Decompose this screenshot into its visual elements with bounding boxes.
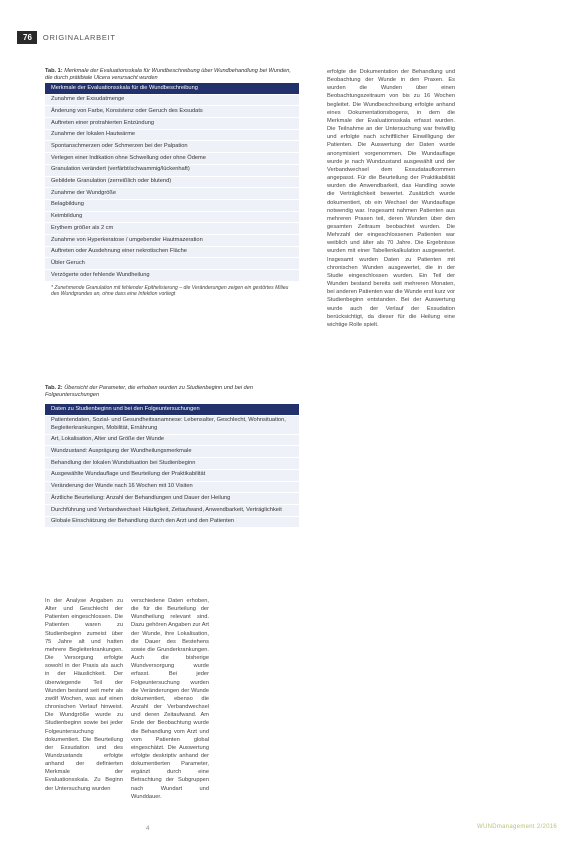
text-column-right: erfolgte die Dokumentation der Behandlung und Beobachtung der Wunde in den Praxen. Es wurden die Wunden über einen Beobachtungszeitraum von bis zu 16 Wochen begleitet. Die Wundbeschreibung erfolgte anhand eines Dokumentationsbogens, in dem die Merkmale der Evaluationsskala erfasst wurden. Die Teilnahme an der Untersuchung war freiwillig und erfolgte nach schriftlicher Einwilligung der Patienten. Die Auswertung der Daten wurde anonymisiert vorgenommen. Die Wundauflage wurde je nach Wundzustand ausgewählt und der Verbandwechsel dem Exsudataufkommen angepasst. Für die Beurteilung der Praktikabilität wurden die Anwendbarkeit, das Handling sowie die Verträglichkeit bewertet. Zusätzlich wurde dokumentiert, ob ein Wechsel der Wundauflage notwendig war. Insgesamt nahmen Patienten aus mehreren Praxen teil, deren Wunden über den gesamten Zeitraum beobachtet wurden. Die Mehrzahl der eingeschlossenen Patienten war weiblich und älter als 70 Jahre. Die Ergebnisse wurden mit einer Tabellenkalkulation ausgewertet. Insgesamt wurden Daten zu Patienten mit chronischen Wunden ausgewertet, die in der Studie eingeschlossen wurden. Ein Teil der Wunden bestand bereits seit mehreren Monaten, bei anderen Patienten war die Wunde erst kurz vor Studienbeginn entstanden. Bei der Auswertung wurde auch der Verlauf der Exsudation berücksichtigt, da dieser für die Heilung eine wichtige Rolle spielt. xyxy=(327,69,455,328)
table1-header: Merkmale der Evaluationsskala für die Wundbeschreibung xyxy=(45,83,299,95)
table2-row: Behandlung der lokalen Wundsituation bei Studienbeginn xyxy=(45,458,299,470)
table2-row: Durchführung und Verbandwechsel: Häufigkeit, Zeitaufwand, Anwendbarkeit, Verträglichkeit xyxy=(45,505,299,517)
table2-row: Globale Einschätzung der Behandlung durch den Arzt und den Patienten xyxy=(45,517,299,529)
table1-row: Spontanschmerzen oder Schmerzen bei der Palpation xyxy=(45,141,299,153)
text-column-middle: verschiedene Daten erhoben, die für die Beurteilung der Wundheilung relevant sind. Dazu gehören Angaben zur Art der Wunde, ihre Lokalisation, die Dauer des Bestehens sowie die Grunderkrankungen. Auch die bisherige Wundversorgung wurde erfasst. Bei jeder Folgeuntersuchung wurden die Veränderungen der Wunde dokumentiert, ebenso die Anzahl der Verbandwechsel und deren Zeitaufwand. Am Ende der Beobachtung wurde die Behandlung vom Arzt und vom Patienten global eingeschätzt. Die Auswertung erfolgte deskriptiv anhand der dokumentierten Parameter, ergänzt durch eine Betrachtung der Subgruppen nach Wundart und Wunddauer. xyxy=(131,598,209,800)
table1-row: Auftreten oder Ausdehnung einer nekrotischen Fläche xyxy=(45,247,299,259)
table2-header: Daten zu Studienbeginn und bei den Folgeuntersuchungen xyxy=(45,404,299,416)
table1-row: Gebildete Granulation (zerreißlich oder blutend) xyxy=(45,177,299,189)
table1-row: Auftreten einer protrahierten Entzündung xyxy=(45,118,299,130)
table1-row: Zunahme der Wundgröße xyxy=(45,188,299,200)
table1-row: Keimbildung xyxy=(45,212,299,224)
table1-row: Zunahme der Exsudatmenge xyxy=(45,95,299,107)
table2-caption xyxy=(45,385,299,399)
table1-row: Zunahme von Hyperkeratose / umgebender Hautmazeration xyxy=(45,235,299,247)
section-label: ORIGINALARBEIT xyxy=(42,33,116,42)
footer-mark: 4 xyxy=(146,826,150,832)
table2-row: Veränderung der Wunde nach 16 Wochen mit 10 Visiten xyxy=(45,482,299,494)
footer-journal: WUNDmanagement 2/2016 xyxy=(476,824,557,830)
page-header xyxy=(17,31,116,44)
table2-row: Wundzustand: Ausprägung der Wundheilungsmerkmale xyxy=(45,446,299,458)
table2-caption-text: Übersicht der Parameter, die erhoben wurden zu Studienbeginn und bei den Folgeuntersuchungen xyxy=(45,385,253,399)
table2-row: Ausgewählte Wundauflage und Beurteilung der Praktikabilität xyxy=(45,470,299,482)
table1-row: Verlegen einer Indikation ohne Schwellung oder ohne Ödeme xyxy=(45,153,299,165)
text-column-left: In der Analyse Angaben zu Alter und Geschlecht der Patienten eingeschlossen. Die Patienten waren zu Studienbeginn zumeist über 75 Jahre alt und hatten mehrere Begleiterkrankungen. Die Versorgung erfolgte sowohl in der Praxis als auch in der Häuslichkeit. Der überwiegende Teil der Wunden bestand seit mehr als zwölf Wochen, was auf einen chronischen Verlauf hinweist. Die Wundgröße wurde zu Studienbeginn sowie bei jeder Folgeuntersuchung dokumentiert. Die Beurteilung der Exsudation und des Wundzustands erfolgte anhand der definierten Merkmale der Evaluationsskala. Zu Beginn der Untersuchung wurden xyxy=(45,598,123,792)
table1-caption xyxy=(45,68,299,82)
table1 xyxy=(45,83,299,298)
table2-row: Art, Lokalisation, Alter und Größe der Wunde xyxy=(45,435,299,447)
table2-row: Patientendaten, Sozial- und Gesundheitsanamnese: Lebensalter, Geschlecht, Wohnsituation, Begleiterkrankungen, Mobilität, Ernährung xyxy=(45,416,299,435)
table1-row: Übler Geruch xyxy=(45,258,299,270)
table1-caption-label: Tab. 1: xyxy=(45,68,63,74)
table1-row: Erythem größer als 2 cm xyxy=(45,223,299,235)
table1-row: Verzögerte oder fehlende Wundheilung xyxy=(45,270,299,282)
table1-footnote: * Zunehmende Granulation mit fehlender Epithelisierung – die Veränderungen zeigen ein gestörtes Milieu des Wundgrundes an, ohne dass eine Infektion vorliegt xyxy=(51,284,289,298)
table2 xyxy=(45,404,299,528)
table1-row: Belagbildung xyxy=(45,200,299,212)
table1-row: Granulation verändert (verfärbt/schwammig/lückenhaft) xyxy=(45,165,299,177)
table2-caption-label: Tab. 2: xyxy=(45,385,63,391)
table1-row: Zunahme der lokalen Hautwärme xyxy=(45,130,299,142)
table1-caption-text: Merkmale der Evaluationsskala für Wundbeschreibung über Wundbehandlung bei Wunden, die durch prätibiale Ulcera verursacht wurden xyxy=(45,68,291,82)
table2-row: Ärztliche Beurteilung: Anzahl der Behandlungen und Dauer der Heilung xyxy=(45,493,299,505)
page-number: 76 xyxy=(17,31,37,44)
table1-row: Änderung von Farbe, Konsistenz oder Geruch des Exsudats xyxy=(45,106,299,118)
